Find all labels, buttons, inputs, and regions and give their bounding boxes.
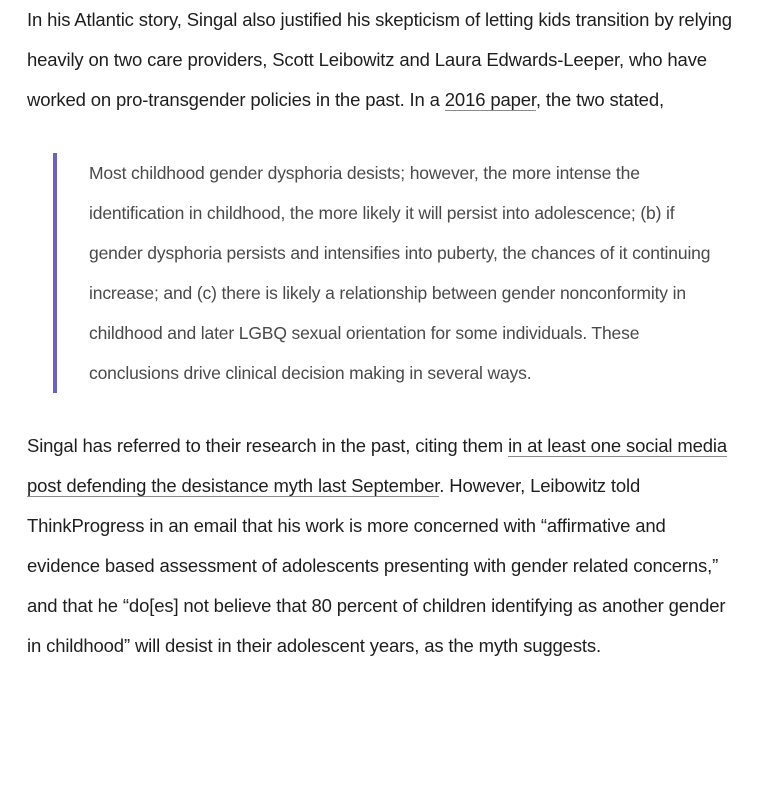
article-paragraph xyxy=(27,426,739,666)
article-paragraph xyxy=(27,0,739,120)
paragraph-text: Singal has referred to their research in the past, citing them xyxy=(27,435,509,456)
social-media-post-link[interactable]: in at least one social media post defending the desistance myth last September xyxy=(27,435,728,496)
paragraph-text: . However, Leibowitz told ThinkProgress in an email that his work is more concerned with “affirmative and evidence based assessment of adolescents presenting with gender related concerns,” and that he “do[es] not believe that 80 percent of children identifying as another gender in childhood” will desist in their adolescent years, as the myth suggests. xyxy=(27,475,726,656)
blockquote-text: Most childhood gender dysphoria desists; however, the more intense the identification in childhood, the more likely it will persist into adolescence; (b) if gender dysphoria persists and intensifies into puberty, the chances of it continuing increase; and (c) there is likely a relationship between gender nonconformity in childhood and later LGBQ sexual orientation for some individuals. These conclusions drive clinical decision making in several ways. xyxy=(89,163,711,383)
paragraph-text: In his Atlantic story, Singal also justified his skepticism of letting kids transition by relying heavily on two care providers, Scott Leibowitz and Laura Edwards-Leeper, who have worked on pro-transgender policies in the past. In a xyxy=(27,9,732,110)
paper-link[interactable]: 2016 paper xyxy=(444,89,536,110)
article-body xyxy=(27,0,739,666)
blockquote xyxy=(53,153,729,393)
paragraph-text: , the two stated, xyxy=(535,89,664,110)
